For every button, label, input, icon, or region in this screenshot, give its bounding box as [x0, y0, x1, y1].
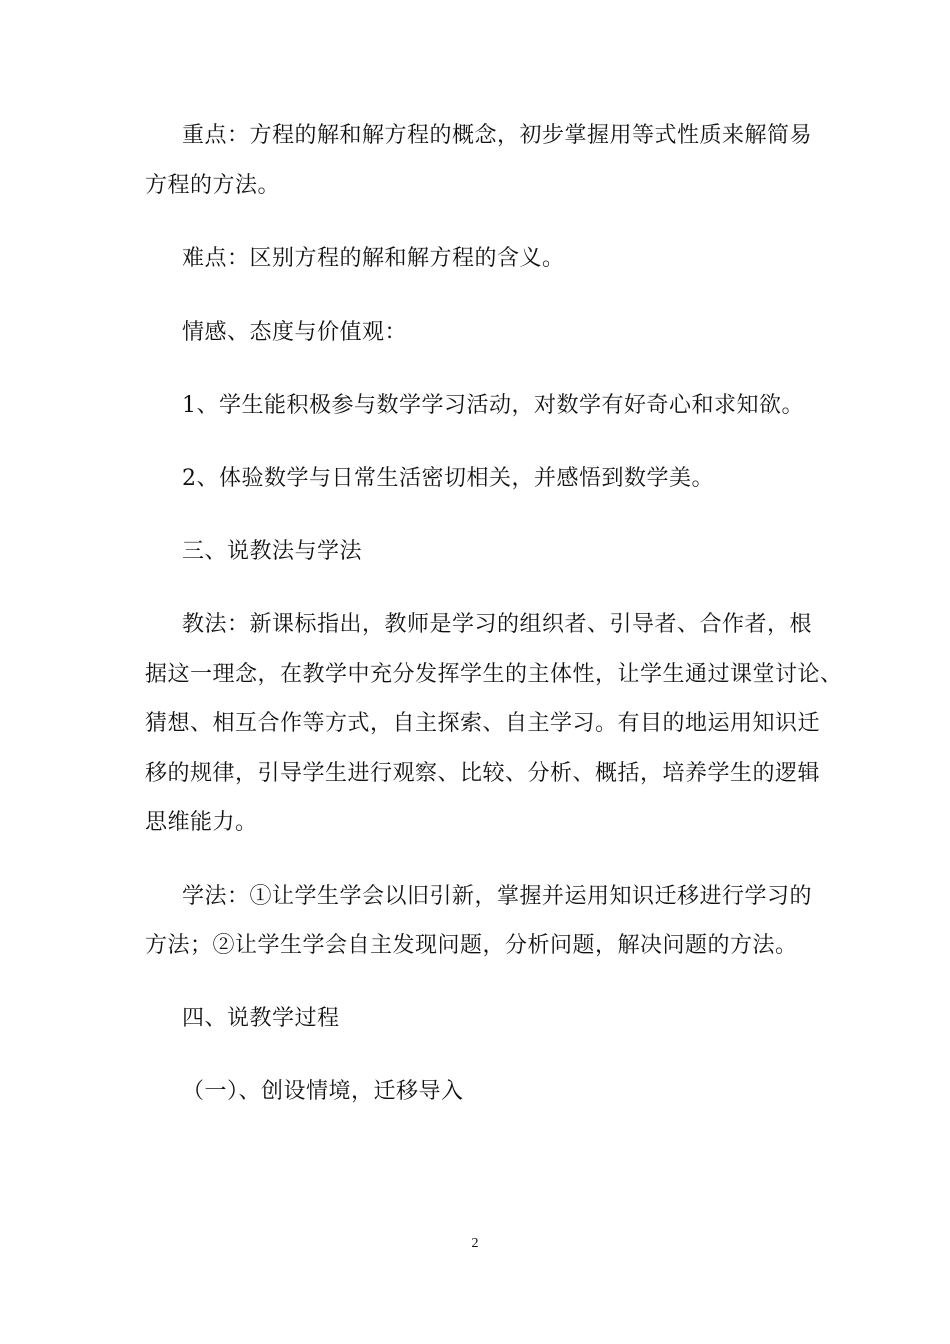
learning-method-line-1: 学法：①让学生学会以旧引新，掌握并运用知识迁移进行学习的 — [182, 884, 813, 909]
teaching-method-line-4: 移的规律，引导学生进行观察、比较、分析、概括，培养学生的逻辑 — [145, 761, 821, 786]
key-points-line-1: 重点：方程的解和解方程的概念，初步掌握用等式性质来解简易 — [182, 123, 813, 148]
key-points-line-2: 方程的方法。 — [145, 173, 281, 198]
emotion-item-1: 1、学生能积极参与数学学习活动，对数学有好奇心和求知欲。 — [182, 393, 804, 418]
teaching-method-line-5: 思维能力。 — [145, 810, 258, 835]
learning-method-line-2: 方法；②让学生学会自主发现问题，分析问题，解决问题的方法。 — [145, 933, 798, 958]
page-number: 2 — [471, 1236, 479, 1251]
difficulty-line: 难点：区别方程的解和解方程的含义。 — [182, 246, 565, 271]
section-three-heading: 三、说教法与学法 — [182, 539, 363, 564]
teaching-method-line-1: 教法：新课标指出，教师是学习的组织者、引导者、合作者，根 — [182, 612, 813, 637]
emotion-item-2: 2、体验数学与日常生活密切相关，并感悟到数学美。 — [182, 466, 714, 491]
teaching-method-line-2: 据这一理念，在教学中充分发挥学生的主体性，让学生通过课堂讨论、 — [145, 662, 843, 687]
section-four-heading: 四、说教学过程 — [182, 1006, 340, 1031]
emotion-attitude-heading: 情感、态度与价值观： — [182, 320, 408, 345]
teaching-method-line-3: 猜想、相互合作等方式，自主探索、自主学习。有目的地运用知识迁 — [145, 711, 821, 736]
subsection-one-heading: （一）、创设情境，迁移导入 — [182, 1079, 464, 1104]
